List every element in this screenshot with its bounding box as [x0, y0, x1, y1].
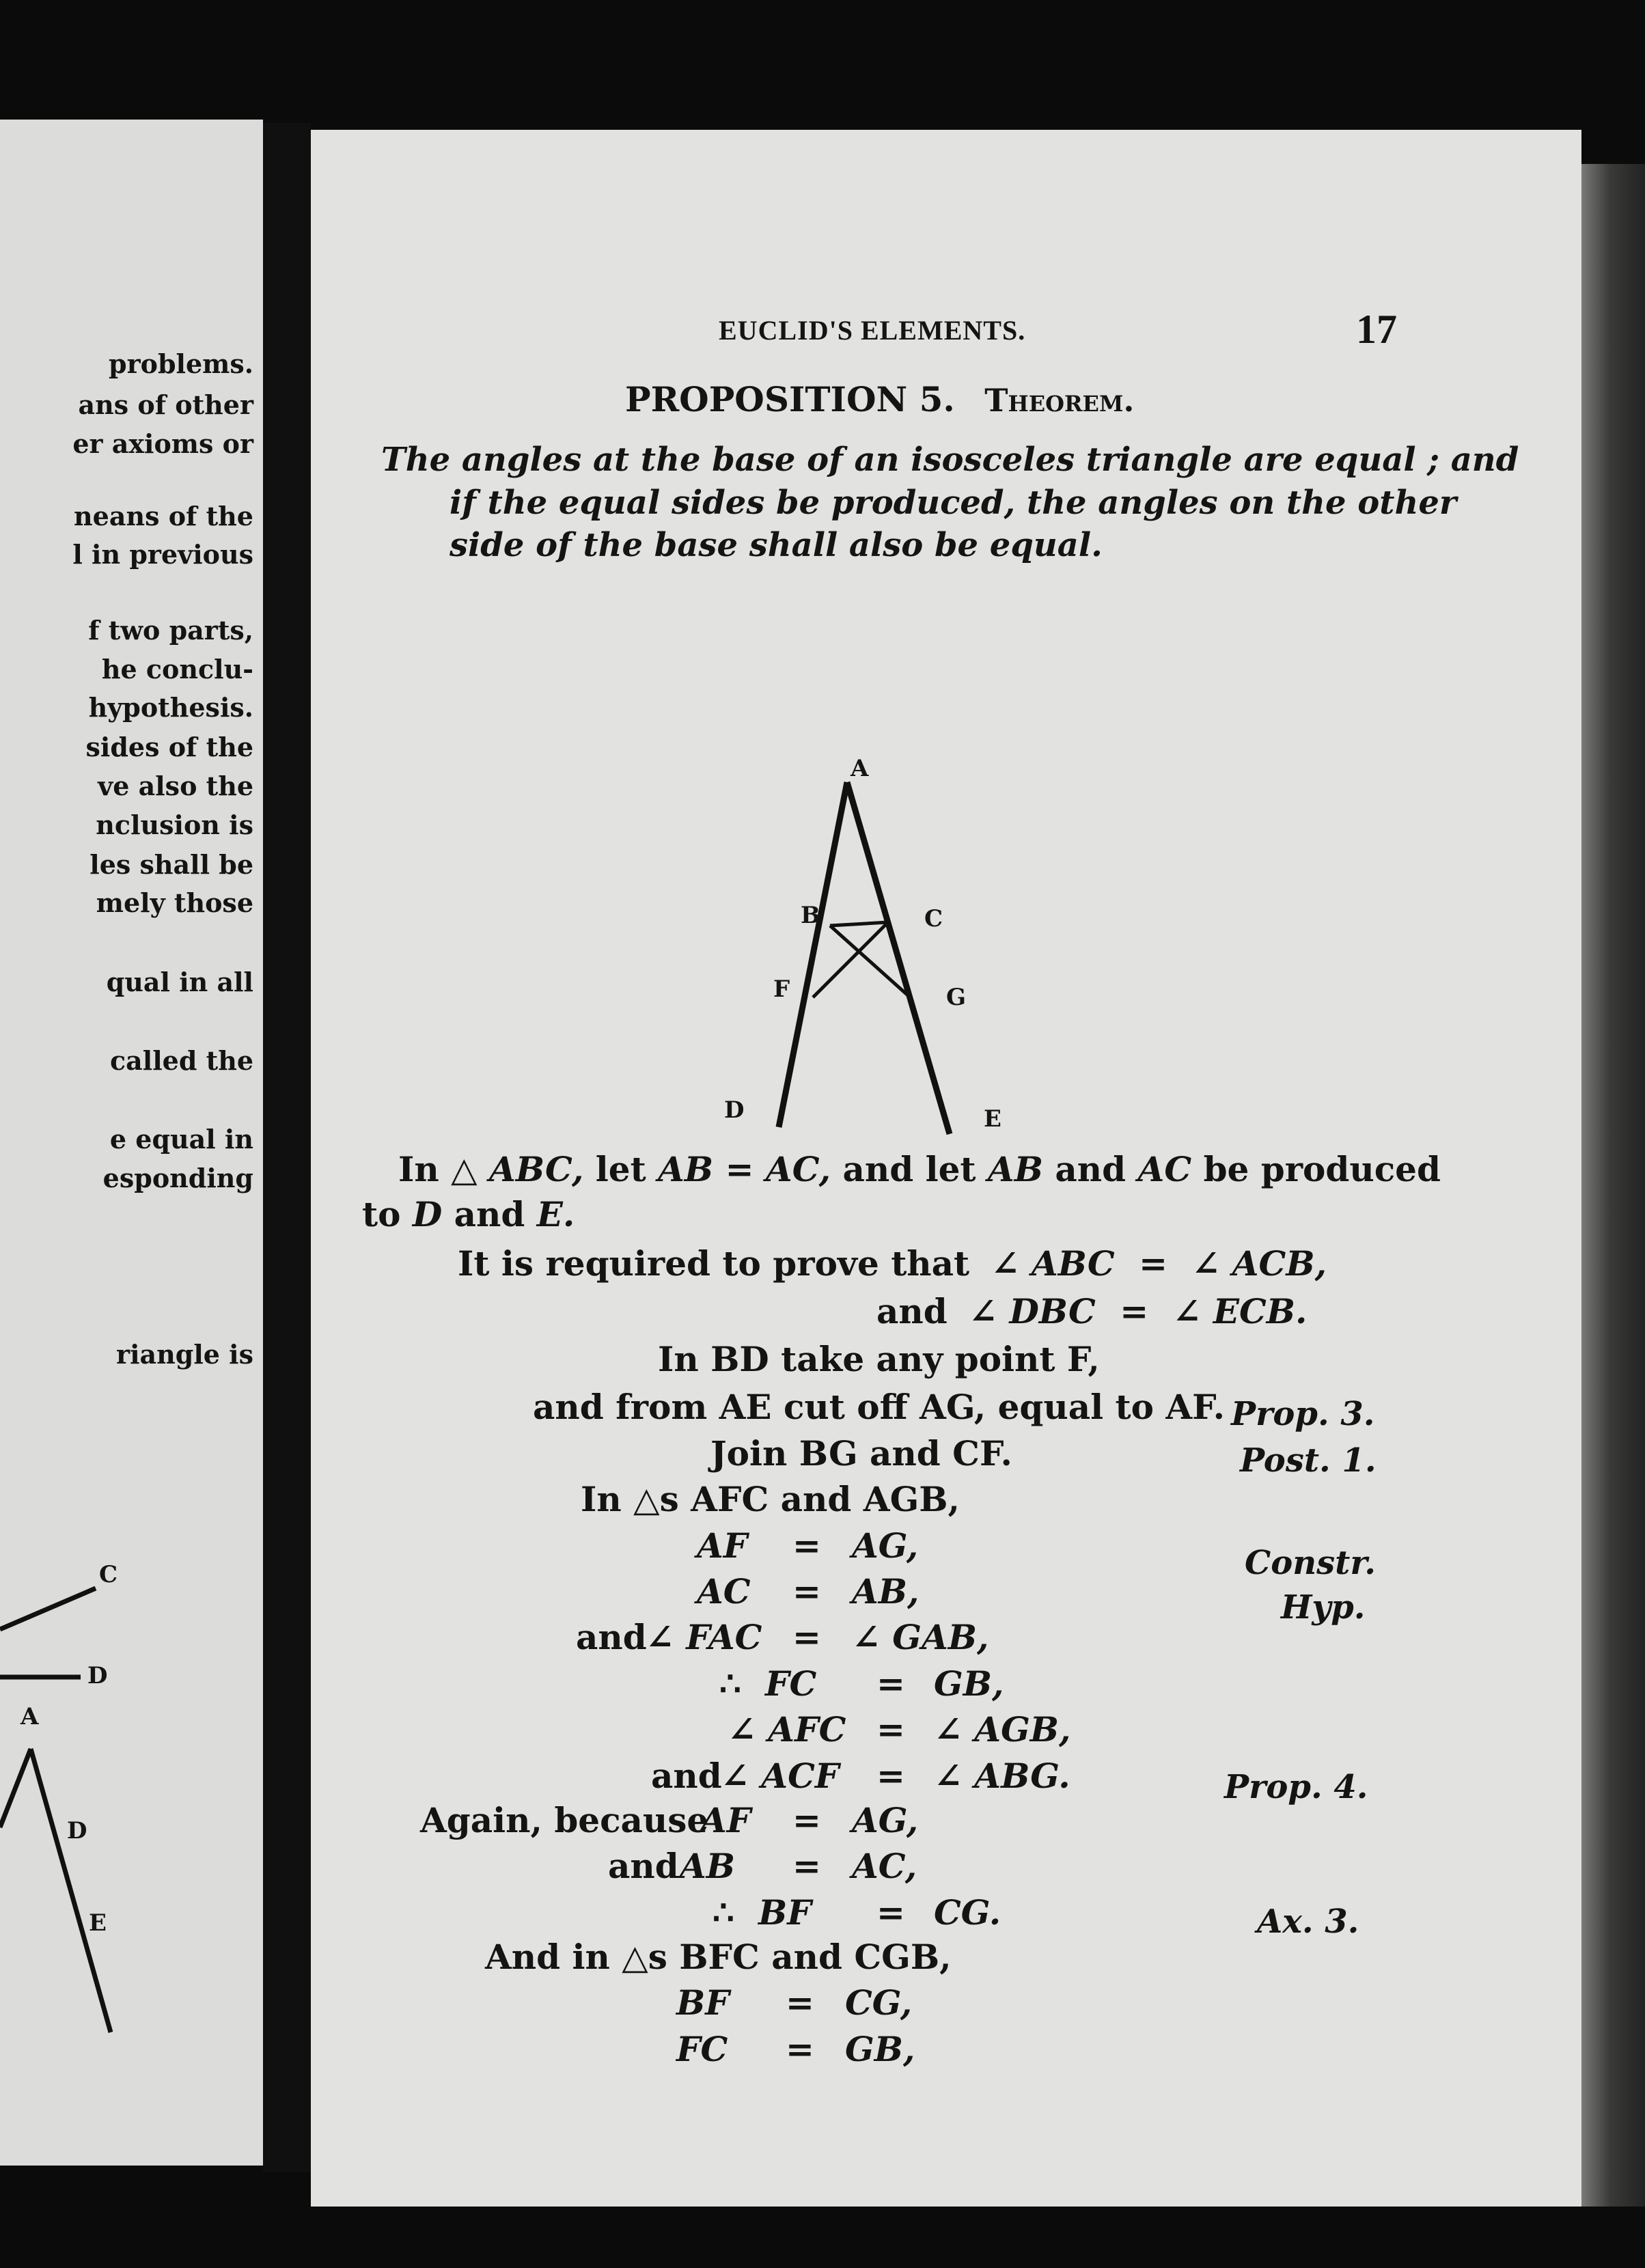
left-line: er axioms or: [72, 428, 253, 459]
word: In: [398, 1149, 439, 1189]
equals-sign: =: [792, 1617, 821, 1657]
proof-setup-line-1: [398, 1149, 1441, 1189]
figure-label-a: A: [851, 755, 869, 782]
equation-lead: Again, because: [420, 1800, 709, 1840]
equation-lhs: BF: [758, 1892, 812, 1933]
equation-lhs: FC: [676, 2029, 728, 2069]
justification: Post. 1.: [1240, 1441, 1377, 1480]
left-line: neans of the: [74, 501, 253, 531]
left-line: f two parts,: [88, 615, 253, 646]
word: let: [595, 1149, 646, 1189]
figure-label-c: C: [924, 905, 943, 932]
justification: Prop. 4.: [1224, 1768, 1368, 1806]
equation-lhs: AF: [697, 1525, 748, 1566]
word: and: [454, 1194, 525, 1234]
equation-lhs: FC: [765, 1663, 817, 1704]
left-line: mely those: [96, 887, 253, 918]
left-figure-label-d: D: [67, 1817, 87, 1844]
equation-lhs: AF: [700, 1800, 751, 1840]
justification: Hyp.: [1281, 1588, 1366, 1627]
proof-step: and from AE cut off AG, equal to AF.: [533, 1387, 1226, 1427]
left-figure-label-a: A: [20, 1703, 39, 1730]
equals-sign: =: [1120, 1291, 1149, 1331]
equals-sign: =: [792, 1571, 821, 1612]
page-edge: [1581, 164, 1645, 2207]
proof-step: In BD take any point F,: [658, 1339, 1100, 1379]
statement-line: side of the base shall also be equal.: [450, 526, 1103, 564]
math-term: ∠ ECB.: [1172, 1291, 1308, 1331]
equals-sign: =: [876, 1892, 905, 1933]
figure-label-e: E: [984, 1105, 1001, 1133]
equals-sign: =: [786, 1982, 814, 2023]
equation-lhs: BF: [676, 1982, 730, 2023]
figure-label-d: D: [724, 1096, 745, 1124]
justification: Constr.: [1245, 1544, 1376, 1582]
equation-rhs: CG.: [934, 1892, 1001, 1933]
math-term: ∠ ACB,: [1191, 1243, 1327, 1284]
proof-step: Join BG and CF.: [710, 1433, 1012, 1474]
required-line-1: [458, 1243, 1327, 1284]
word: to: [362, 1194, 401, 1234]
proof-step: And in △s BFC and CGB,: [485, 1937, 952, 1977]
left-line: e equal in: [109, 1124, 253, 1154]
equation-rhs: ∠ GAB,: [852, 1617, 989, 1657]
left-line: sides of the: [85, 732, 253, 762]
equals-sign: =: [876, 1663, 905, 1704]
equals-sign: =: [876, 1756, 905, 1796]
previous-page: [0, 120, 263, 2166]
word: It is required to prove that: [458, 1243, 970, 1284]
equation-rhs: AB,: [852, 1571, 920, 1612]
math-term: ABC,: [489, 1149, 584, 1189]
left-page-figure: [0, 1540, 263, 2073]
equation-rhs: CG,: [845, 1982, 913, 2023]
running-title: EUCLID'S ELEMENTS.: [719, 315, 1026, 346]
equation-lead: ∴: [713, 1892, 734, 1933]
left-line: problems.: [109, 348, 253, 379]
proposition-title: [625, 379, 1134, 419]
isosceles-triangle-figure: [693, 622, 1076, 1182]
statement-line: The angles at the base of an isosceles triangle are equal ; and: [381, 441, 1519, 479]
equation-lead: and: [608, 1846, 679, 1886]
equals-sign: =: [725, 1149, 754, 1189]
equation-rhs: GB,: [934, 1663, 1004, 1704]
justification: Ax. 3.: [1257, 1903, 1359, 1941]
left-figure-label-c: C: [99, 1561, 118, 1588]
left-line: ans of other: [78, 389, 253, 420]
left-line: riangle is: [116, 1339, 253, 1370]
word: and let: [842, 1149, 976, 1189]
current-page: [311, 130, 1581, 2207]
figure-label-f: F: [773, 976, 790, 1003]
page-number: 17: [1356, 307, 1397, 352]
figure-label-b: B: [801, 902, 820, 929]
binding-gutter: [263, 123, 311, 2172]
equation-lead: and: [651, 1756, 722, 1796]
math-term: E.: [536, 1194, 575, 1234]
equation-rhs: AG,: [852, 1525, 919, 1566]
equation-rhs: ∠ AGB,: [934, 1709, 1071, 1750]
math-term: AC: [1137, 1149, 1192, 1189]
equation-lead: ∴: [719, 1663, 741, 1704]
proof-setup-line-2: [362, 1194, 575, 1234]
left-line: hypothesis.: [88, 692, 253, 723]
statement-line: if the equal sides be produced, the angles on the other: [450, 484, 1457, 522]
equation-lead: and: [576, 1617, 647, 1657]
word: and: [876, 1291, 948, 1331]
word: be produced: [1203, 1149, 1441, 1189]
equation-rhs: AC,: [852, 1846, 917, 1886]
equation-rhs: GB,: [845, 2029, 915, 2069]
proposition-number: PROPOSITION 5.: [625, 379, 955, 419]
required-line-2: [876, 1291, 1307, 1331]
figure-label-g: G: [946, 984, 967, 1011]
left-line: nclusion is: [96, 810, 253, 840]
proposition-kind: Theorem.: [984, 382, 1135, 419]
triangle-symbol: △: [451, 1149, 478, 1189]
math-term: AB: [658, 1149, 714, 1189]
equals-sign: =: [1139, 1243, 1167, 1284]
equals-sign: =: [876, 1709, 905, 1750]
left-line: qual in all: [106, 967, 253, 997]
left-line: esponding: [102, 1163, 253, 1193]
equals-sign: =: [786, 2029, 814, 2069]
left-figure-label-e: E: [89, 1909, 107, 1937]
equation-rhs: AG,: [852, 1800, 919, 1840]
left-figure-label-d-top: D: [87, 1662, 108, 1689]
math-term: AC,: [765, 1149, 831, 1189]
left-line: called the: [110, 1045, 253, 1076]
equals-sign: =: [792, 1525, 821, 1566]
equation-lhs: AC: [697, 1571, 751, 1612]
left-line: he conclu-: [101, 654, 253, 684]
left-line: l in previous: [72, 539, 253, 570]
word: and: [1055, 1149, 1126, 1189]
equation-lhs: ∠ ACF: [721, 1756, 840, 1796]
equation-lhs: AB: [680, 1846, 736, 1886]
math-term: ∠ ABC: [991, 1243, 1115, 1284]
math-term: ∠ DBC: [969, 1291, 1096, 1331]
proof-step: In △s AFC and AGB,: [581, 1479, 960, 1519]
math-term: AB: [987, 1149, 1043, 1189]
left-line: les shall be: [89, 849, 253, 880]
equals-sign: =: [792, 1800, 821, 1840]
left-line: ve also the: [98, 771, 253, 801]
equals-sign: =: [792, 1846, 821, 1886]
justification: Prop. 3.: [1231, 1395, 1375, 1433]
equation-rhs: ∠ ABG.: [934, 1756, 1070, 1796]
equation-lhs: ∠ FAC: [646, 1617, 762, 1657]
equation-lhs: ∠ AFC: [728, 1709, 846, 1750]
math-term: D: [412, 1194, 443, 1234]
